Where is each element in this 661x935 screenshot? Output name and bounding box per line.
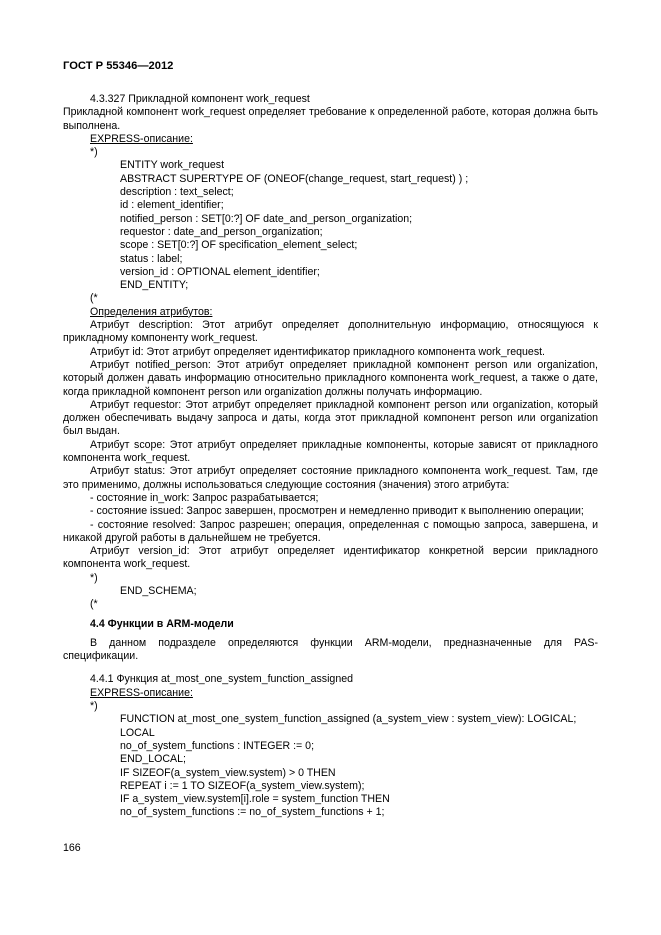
express-label: EXPRESS-описание: xyxy=(90,686,193,699)
paragraph: Прикладной компонент work_request определяет требование к определенной работе, которая должна быть выполнена. xyxy=(63,106,598,132)
code-line: no_of_system_functions := no_of_system_functions + 1; xyxy=(120,806,385,819)
comment-marker: (* xyxy=(90,292,98,305)
comment-marker: *) xyxy=(90,571,98,584)
code-line: END_SCHEMA; xyxy=(120,584,197,597)
page-content xyxy=(63,93,598,820)
section-heading: 4.4.1 Функция at_most_one_system_function_assigned xyxy=(90,673,353,686)
paragraph: Атрибут scope: Этот атрибут определяет прикладные компоненты, которые зависят от прикладного компонента work_request. xyxy=(63,438,598,465)
code-line: IF SIZEOF(a_system_view.system) > 0 THEN xyxy=(120,766,336,779)
section-heading: 4.3.327 Прикладной компонент work_request xyxy=(90,93,310,105)
document-header: ГОСТ Р 55346—2012 xyxy=(63,60,174,72)
code-line: description : text_select; xyxy=(120,186,234,199)
comment-marker: *) xyxy=(90,146,98,159)
code-line: END_LOCAL; xyxy=(120,753,186,766)
paragraph: Атрибут version_id: Этот атрибут определяет идентификатор конкретной версии прикладного компонента work_request. xyxy=(63,545,598,571)
code-line: status : label; xyxy=(120,252,183,265)
paragraph: Атрибут requestor: Этот атрибут определяет прикладной компонент person или organization, который должен обеспечивать выдачу запроса и даты, когда этот прикладной компонент person или organization был выдан. xyxy=(63,398,598,438)
comment-marker: *) xyxy=(90,700,98,713)
code-line: ENTITY work_request xyxy=(120,159,225,172)
code-line: REPEAT i := 1 TO SIZEOF(a_system_view.system); xyxy=(120,779,365,792)
code-line: LOCAL xyxy=(120,726,155,739)
comment-marker: (* xyxy=(90,598,98,611)
paragraph: Атрибут status: Этот атрибут определяет состояние прикладного компонента work_request. Там, где это применимо, должны использоваться следующие состояния (значения) этого атрибута: xyxy=(63,465,598,491)
code-line: notified_person : SET[0:?] OF date_and_person_organization; xyxy=(120,212,413,225)
paragraph: Атрибут id: Этот атрибут определяет идентификатор прикладного компонента work_request. xyxy=(90,345,546,358)
express-label: EXPRESS-описание: xyxy=(90,132,193,145)
code-line: no_of_system_functions : INTEGER := 0; xyxy=(120,739,315,752)
paragraph: В данном подразделе определяются функции ARM-модели, предназначенные для PAS-спецификации. xyxy=(63,636,598,663)
code-line: ABSTRACT SUPERTYPE OF (ONEOF(change_request, start_request) ) ; xyxy=(120,172,469,185)
code-line: id : element_identifier; xyxy=(120,199,224,212)
list-item: - состояние resolved: Запрос разрешен; операция, определенная с помощью запроса, завершена, и никакой другой работы в дальнейшем не требуется. xyxy=(63,518,598,544)
section-heading: 4.4 Функции в ARM-модели xyxy=(90,617,234,630)
list-item: - состояние issued: Запрос завершен, просмотрен и немедленно приводит к выполнению операции; xyxy=(90,505,584,518)
code-line: scope : SET[0:?] OF specification_element_select; xyxy=(120,239,358,252)
paragraph: Атрибут description: Этот атрибут определяет дополнительную информацию, относящуюся к прикладному компоненту work_request. xyxy=(63,319,598,345)
attributes-label: Определения атрибутов: xyxy=(90,305,213,318)
code-line: version_id : OPTIONAL element_identifier; xyxy=(120,265,320,278)
code-line: END_ENTITY; xyxy=(120,279,189,292)
paragraph: Атрибут notified_person: Этот атрибут определяет прикладной компонент person или organization, который должен давать информацию относительно прикладного компонента work_request, а также о дате, когда прикладной компонент person или organization должны получать информацию. xyxy=(63,358,598,398)
code-line: IF a_system_view.system[i].role = system_function THEN xyxy=(120,793,390,806)
code-line: requestor : date_and_person_organization; xyxy=(120,225,323,238)
code-line: FUNCTION at_most_one_system_function_assigned (a_system_view : system_view): LOGICAL; xyxy=(120,713,577,726)
list-item: - состояние in_work: Запрос разрабатывается; xyxy=(90,491,319,504)
page-number: 166 xyxy=(63,842,81,854)
